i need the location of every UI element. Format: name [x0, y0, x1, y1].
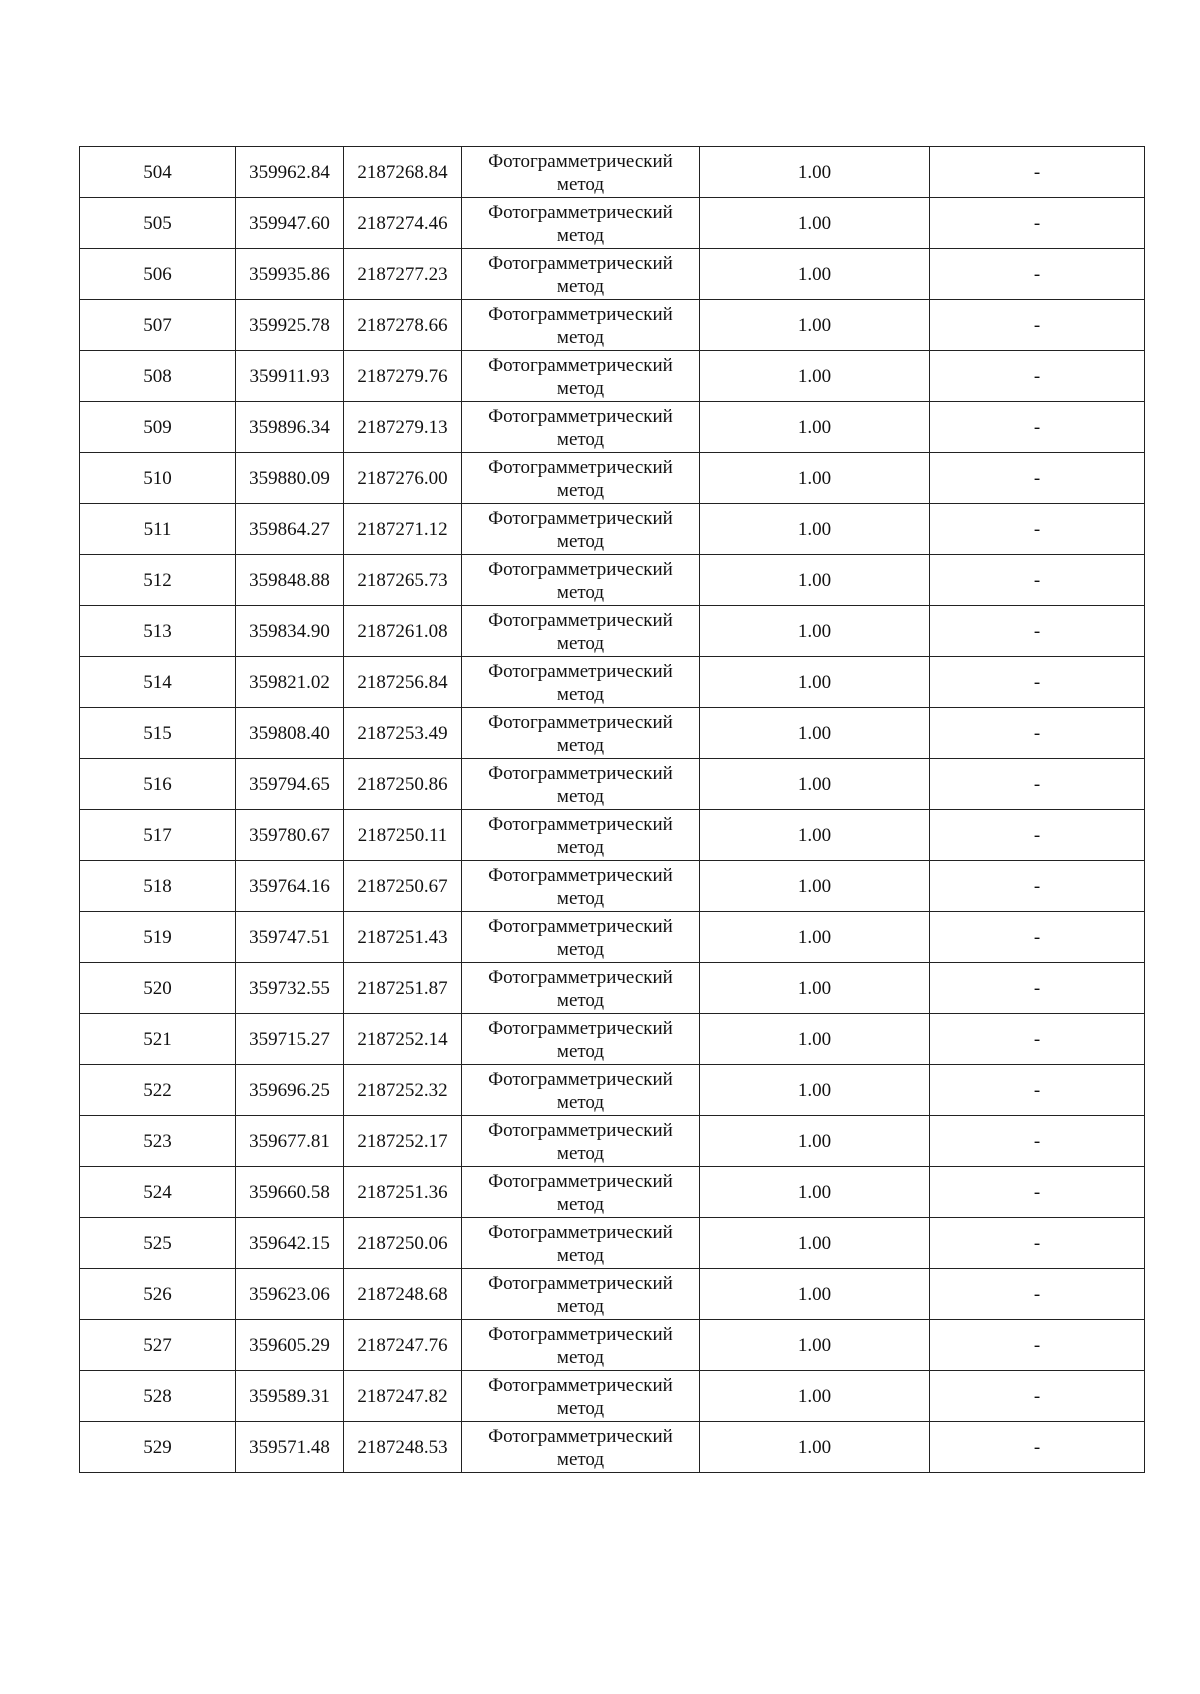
accuracy-cell: 1.00 — [700, 1320, 930, 1371]
note-cell: - — [930, 606, 1145, 657]
point-number-cell: 525 — [80, 1218, 236, 1269]
accuracy-cell: 1.00 — [700, 912, 930, 963]
table-row — [80, 147, 1145, 198]
note-cell: - — [930, 1167, 1145, 1218]
accuracy-cell: 1.00 — [700, 198, 930, 249]
method-cell: Фотограмметрический метод — [462, 504, 700, 555]
point-number-cell: 522 — [80, 1065, 236, 1116]
point-number-cell: 528 — [80, 1371, 236, 1422]
table-row — [80, 1269, 1145, 1320]
accuracy-cell: 1.00 — [700, 963, 930, 1014]
method-cell: Фотограмметрический метод — [462, 1116, 700, 1167]
point-number-cell: 507 — [80, 300, 236, 351]
method-cell: Фотограмметрический метод — [462, 351, 700, 402]
y-coordinate-cell: 2187276.00 — [344, 453, 462, 504]
x-coordinate-cell: 359747.51 — [236, 912, 344, 963]
y-coordinate-cell: 2187251.43 — [344, 912, 462, 963]
y-coordinate-cell: 2187265.73 — [344, 555, 462, 606]
y-coordinate-cell: 2187253.49 — [344, 708, 462, 759]
point-number-cell: 506 — [80, 249, 236, 300]
y-coordinate-cell: 2187251.36 — [344, 1167, 462, 1218]
method-cell: Фотограмметрический метод — [462, 1422, 700, 1473]
x-coordinate-cell: 359880.09 — [236, 453, 344, 504]
table-row — [80, 606, 1145, 657]
table-row — [80, 249, 1145, 300]
table-row — [80, 810, 1145, 861]
note-cell: - — [930, 759, 1145, 810]
accuracy-cell: 1.00 — [700, 453, 930, 504]
y-coordinate-cell: 2187271.12 — [344, 504, 462, 555]
method-cell: Фотограмметрический метод — [462, 147, 700, 198]
x-coordinate-cell: 359677.81 — [236, 1116, 344, 1167]
note-cell: - — [930, 1422, 1145, 1473]
note-cell: - — [930, 1116, 1145, 1167]
table-row — [80, 504, 1145, 555]
table-row — [80, 555, 1145, 606]
y-coordinate-cell: 2187250.67 — [344, 861, 462, 912]
note-cell: - — [930, 1218, 1145, 1269]
method-cell: Фотограмметрический метод — [462, 708, 700, 759]
x-coordinate-cell: 359911.93 — [236, 351, 344, 402]
table-row — [80, 198, 1145, 249]
accuracy-cell: 1.00 — [700, 504, 930, 555]
point-number-cell: 514 — [80, 657, 236, 708]
y-coordinate-cell: 2187250.11 — [344, 810, 462, 861]
x-coordinate-cell: 359589.31 — [236, 1371, 344, 1422]
method-cell: Фотограмметрический метод — [462, 1065, 700, 1116]
x-coordinate-cell: 359821.02 — [236, 657, 344, 708]
accuracy-cell: 1.00 — [700, 1218, 930, 1269]
table-row — [80, 1320, 1145, 1371]
x-coordinate-cell: 359660.58 — [236, 1167, 344, 1218]
note-cell: - — [930, 810, 1145, 861]
point-number-cell: 504 — [80, 147, 236, 198]
y-coordinate-cell: 2187278.66 — [344, 300, 462, 351]
method-cell: Фотограмметрический метод — [462, 402, 700, 453]
x-coordinate-cell: 359780.67 — [236, 810, 344, 861]
x-coordinate-cell: 359623.06 — [236, 1269, 344, 1320]
table-row — [80, 402, 1145, 453]
note-cell: - — [930, 300, 1145, 351]
method-cell: Фотограмметрический метод — [462, 249, 700, 300]
point-number-cell: 524 — [80, 1167, 236, 1218]
accuracy-cell: 1.00 — [700, 657, 930, 708]
method-cell: Фотограмметрический метод — [462, 1320, 700, 1371]
x-coordinate-cell: 359715.27 — [236, 1014, 344, 1065]
accuracy-cell: 1.00 — [700, 249, 930, 300]
note-cell: - — [930, 1065, 1145, 1116]
table-row — [80, 759, 1145, 810]
coordinates-table — [79, 146, 1145, 1473]
table-row — [80, 657, 1145, 708]
method-cell: Фотограмметрический метод — [462, 300, 700, 351]
x-coordinate-cell: 359834.90 — [236, 606, 344, 657]
point-number-cell: 527 — [80, 1320, 236, 1371]
note-cell: - — [930, 963, 1145, 1014]
method-cell: Фотограмметрический метод — [462, 453, 700, 504]
x-coordinate-cell: 359962.84 — [236, 147, 344, 198]
note-cell: - — [930, 1014, 1145, 1065]
table-row — [80, 453, 1145, 504]
accuracy-cell: 1.00 — [700, 1422, 930, 1473]
point-number-cell: 519 — [80, 912, 236, 963]
point-number-cell: 511 — [80, 504, 236, 555]
note-cell: - — [930, 351, 1145, 402]
method-cell: Фотограмметрический метод — [462, 810, 700, 861]
point-number-cell: 520 — [80, 963, 236, 1014]
method-cell: Фотограмметрический метод — [462, 759, 700, 810]
point-number-cell: 509 — [80, 402, 236, 453]
table-row — [80, 1116, 1145, 1167]
table-row — [80, 1167, 1145, 1218]
x-coordinate-cell: 359764.16 — [236, 861, 344, 912]
accuracy-cell: 1.00 — [700, 555, 930, 606]
accuracy-cell: 1.00 — [700, 708, 930, 759]
y-coordinate-cell: 2187248.53 — [344, 1422, 462, 1473]
table-row — [80, 861, 1145, 912]
point-number-cell: 521 — [80, 1014, 236, 1065]
note-cell: - — [930, 198, 1145, 249]
point-number-cell: 515 — [80, 708, 236, 759]
method-cell: Фотограмметрический метод — [462, 657, 700, 708]
point-number-cell: 516 — [80, 759, 236, 810]
note-cell: - — [930, 912, 1145, 963]
note-cell: - — [930, 147, 1145, 198]
accuracy-cell: 1.00 — [700, 1065, 930, 1116]
method-cell: Фотограмметрический метод — [462, 198, 700, 249]
table-row — [80, 1371, 1145, 1422]
table-row — [80, 912, 1145, 963]
y-coordinate-cell: 2187274.46 — [344, 198, 462, 249]
y-coordinate-cell: 2187252.17 — [344, 1116, 462, 1167]
method-cell: Фотограмметрический метод — [462, 1218, 700, 1269]
accuracy-cell: 1.00 — [700, 1269, 930, 1320]
x-coordinate-cell: 359808.40 — [236, 708, 344, 759]
table-row — [80, 300, 1145, 351]
method-cell: Фотограмметрический метод — [462, 606, 700, 657]
method-cell: Фотограмметрический метод — [462, 555, 700, 606]
y-coordinate-cell: 2187247.82 — [344, 1371, 462, 1422]
accuracy-cell: 1.00 — [700, 351, 930, 402]
y-coordinate-cell: 2187279.76 — [344, 351, 462, 402]
y-coordinate-cell: 2187250.06 — [344, 1218, 462, 1269]
point-number-cell: 517 — [80, 810, 236, 861]
accuracy-cell: 1.00 — [700, 402, 930, 453]
accuracy-cell: 1.00 — [700, 1116, 930, 1167]
accuracy-cell: 1.00 — [700, 861, 930, 912]
point-number-cell: 518 — [80, 861, 236, 912]
accuracy-cell: 1.00 — [700, 810, 930, 861]
x-coordinate-cell: 359935.86 — [236, 249, 344, 300]
note-cell: - — [930, 708, 1145, 759]
note-cell: - — [930, 249, 1145, 300]
method-cell: Фотограмметрический метод — [462, 963, 700, 1014]
table-row — [80, 1218, 1145, 1269]
table-row — [80, 1422, 1145, 1473]
table-row — [80, 1014, 1145, 1065]
table-row — [80, 351, 1145, 402]
y-coordinate-cell: 2187252.14 — [344, 1014, 462, 1065]
table-row — [80, 963, 1145, 1014]
y-coordinate-cell: 2187268.84 — [344, 147, 462, 198]
method-cell: Фотограмметрический метод — [462, 1014, 700, 1065]
note-cell: - — [930, 1371, 1145, 1422]
y-coordinate-cell: 2187279.13 — [344, 402, 462, 453]
x-coordinate-cell: 359947.60 — [236, 198, 344, 249]
note-cell: - — [930, 402, 1145, 453]
note-cell: - — [930, 504, 1145, 555]
coordinates-table-body — [80, 147, 1145, 1473]
accuracy-cell: 1.00 — [700, 1371, 930, 1422]
y-coordinate-cell: 2187247.76 — [344, 1320, 462, 1371]
method-cell: Фотограмметрический метод — [462, 1167, 700, 1218]
point-number-cell: 512 — [80, 555, 236, 606]
accuracy-cell: 1.00 — [700, 1167, 930, 1218]
x-coordinate-cell: 359571.48 — [236, 1422, 344, 1473]
y-coordinate-cell: 2187277.23 — [344, 249, 462, 300]
x-coordinate-cell: 359794.65 — [236, 759, 344, 810]
note-cell: - — [930, 1269, 1145, 1320]
x-coordinate-cell: 359925.78 — [236, 300, 344, 351]
accuracy-cell: 1.00 — [700, 759, 930, 810]
method-cell: Фотограмметрический метод — [462, 861, 700, 912]
x-coordinate-cell: 359642.15 — [236, 1218, 344, 1269]
point-number-cell: 523 — [80, 1116, 236, 1167]
point-number-cell: 513 — [80, 606, 236, 657]
y-coordinate-cell: 2187250.86 — [344, 759, 462, 810]
note-cell: - — [930, 453, 1145, 504]
table-row — [80, 1065, 1145, 1116]
method-cell: Фотограмметрический метод — [462, 912, 700, 963]
accuracy-cell: 1.00 — [700, 606, 930, 657]
method-cell: Фотограмметрический метод — [462, 1269, 700, 1320]
note-cell: - — [930, 861, 1145, 912]
table-row — [80, 708, 1145, 759]
y-coordinate-cell: 2187261.08 — [344, 606, 462, 657]
point-number-cell: 508 — [80, 351, 236, 402]
x-coordinate-cell: 359605.29 — [236, 1320, 344, 1371]
x-coordinate-cell: 359896.34 — [236, 402, 344, 453]
accuracy-cell: 1.00 — [700, 1014, 930, 1065]
y-coordinate-cell: 2187251.87 — [344, 963, 462, 1014]
x-coordinate-cell: 359732.55 — [236, 963, 344, 1014]
x-coordinate-cell: 359864.27 — [236, 504, 344, 555]
point-number-cell: 510 — [80, 453, 236, 504]
x-coordinate-cell: 359696.25 — [236, 1065, 344, 1116]
accuracy-cell: 1.00 — [700, 300, 930, 351]
accuracy-cell: 1.00 — [700, 147, 930, 198]
y-coordinate-cell: 2187248.68 — [344, 1269, 462, 1320]
note-cell: - — [930, 657, 1145, 708]
y-coordinate-cell: 2187252.32 — [344, 1065, 462, 1116]
y-coordinate-cell: 2187256.84 — [344, 657, 462, 708]
method-cell: Фотограмметрический метод — [462, 1371, 700, 1422]
x-coordinate-cell: 359848.88 — [236, 555, 344, 606]
note-cell: - — [930, 1320, 1145, 1371]
point-number-cell: 505 — [80, 198, 236, 249]
point-number-cell: 526 — [80, 1269, 236, 1320]
note-cell: - — [930, 555, 1145, 606]
point-number-cell: 529 — [80, 1422, 236, 1473]
